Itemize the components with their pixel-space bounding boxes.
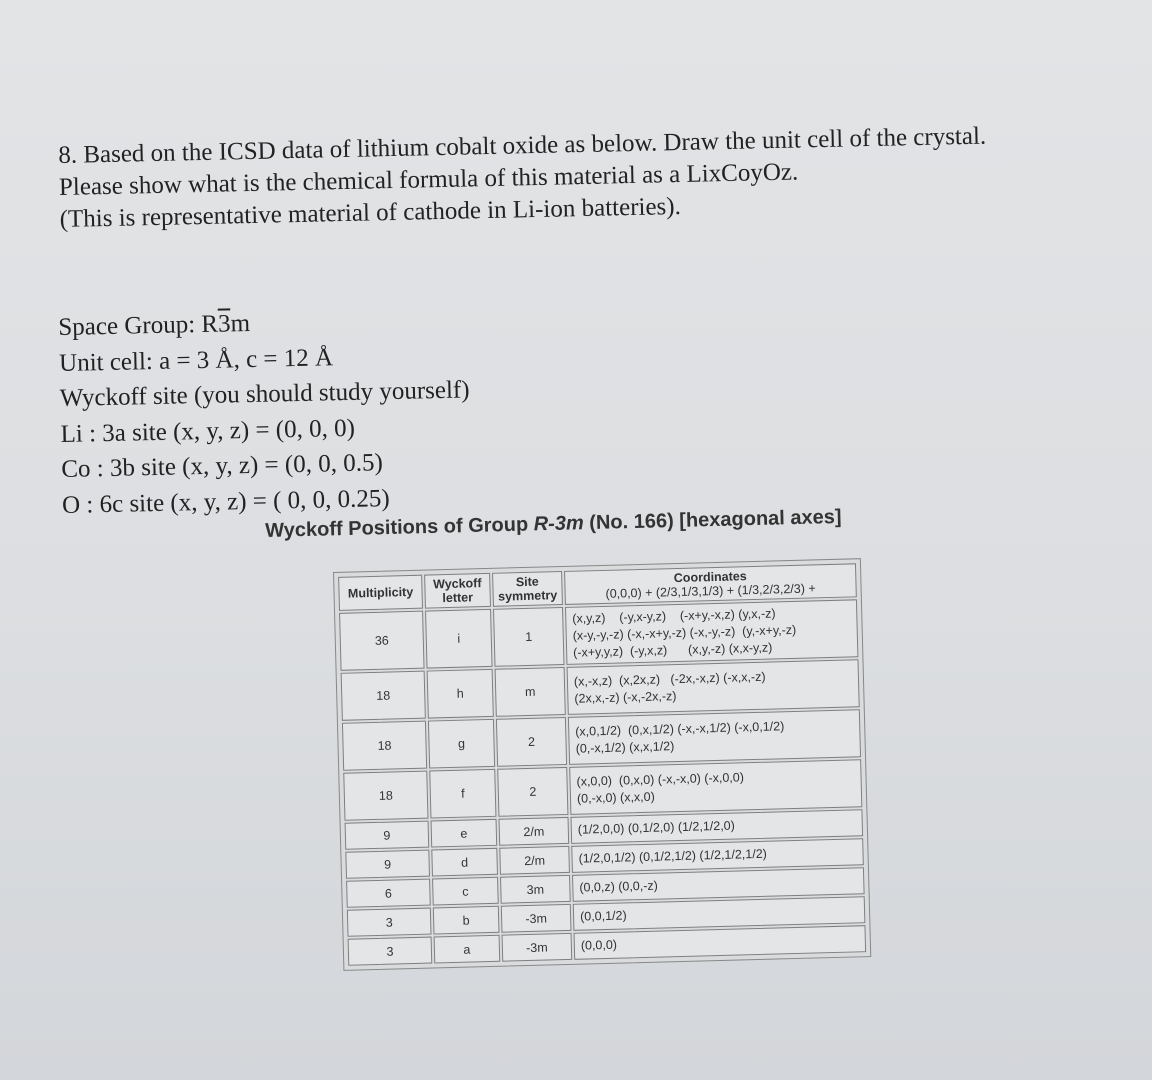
question-line-3: (This is representative material of cathode in Li-ion batteries). [59,192,682,233]
space-group: Space Group: R3m [58,309,251,341]
cell-letter: i [425,609,492,669]
given-data [58,301,472,523]
cell-coordinates: (x,-x,z) (x,2x,z) (-2x,-x,z) (-x,x,-z) (2x,x,-z) (-x,-2x,-z) [567,659,860,715]
unit-cell: Unit cell: a = 3 Å, c = 12 Å [58,343,334,377]
cell-symmetry: 1 [493,607,564,667]
header-multiplicity: Multiplicity [338,575,423,611]
header-site-symmetry: Site symmetry [492,571,563,607]
cell-multiplicity: 36 [339,611,424,671]
header-wyckoff-letter: Wyckoff letter [424,573,491,609]
cell-multiplicity: 6 [346,879,431,908]
o-site: O : 6c site (x, y, z) = ( 0, 0, 0.25) [61,484,390,519]
cell-multiplicity: 9 [345,821,430,850]
cell-coordinates: (x,y,z) (-y,x-y,z) (-x+y,-x,z) (y,x,-z) (x-y,-y,-z) (-x,-x+y,-z) (-x,-y,-z) (y,-x+y,-z) (-x+y,y,z) (-y,x,z) (x,y,-z) (x,x-y,z) [565,599,858,665]
cell-symmetry: 2/m [499,846,570,875]
cell-symmetry: 2 [496,717,567,767]
wyckoff-table [336,561,868,968]
cell-letter: a [434,935,501,964]
co-site: Co : 3b site (x, y, z) = (0, 0, 0.5) [61,449,384,483]
cell-symmetry: m [495,667,566,717]
coordinates-subtitle: (0,0,0) + (2/3,1/3,1/3) + (1/3,2/3,2/3) + [605,581,816,601]
cell-multiplicity: 18 [343,771,428,821]
cell-coordinates: (x,0,1/2) (0,x,1/2) (-x,-x,1/2) (-x,0,1/2) (0,-x,1/2) (x,x,1/2) [568,709,861,765]
cell-letter: b [433,906,500,935]
cell-coordinates: (1/2,0,0) (0,1/2,0) (1/2,1/2,0) [570,809,863,844]
table-row [339,599,858,671]
cell-letter: c [432,877,499,906]
cell-coordinates: (x,0,0) (0,x,0) (-x,-x,0) (-x,0,0) (0,-x,0) (x,x,0) [569,759,862,815]
cell-symmetry: 3m [500,875,571,904]
question-line-2: Please show what is the chemical formula of this material as a LixCoyOz. [58,158,799,201]
cell-multiplicity: 18 [341,671,426,721]
header-coordinates [564,563,857,605]
cell-coordinates: (1/2,0,1/2) (0,1/2,1/2) (1/2,1/2,1/2) [571,838,864,873]
cell-coordinates: (0,0,1/2) [573,896,866,931]
cell-coordinates: (0,0,0) [574,925,867,960]
cell-multiplicity: 18 [342,721,427,771]
question-line-1: 8. Based on the ICSD data of lithium cobalt oxide as below. Draw the unit cell of the crystal. [58,122,987,169]
cell-multiplicity: 9 [345,850,430,879]
wyckoff-table-title: Wyckoff Positions of Group R-3m (No. 166) [hexagonal axes] [265,505,842,542]
wyckoff-table-frame [333,558,871,971]
cell-symmetry: -3m [501,904,572,933]
cell-multiplicity: 3 [348,937,433,966]
li-site: Li : 3a site (x, y, z) = (0, 0, 0) [60,414,356,448]
cell-symmetry: -3m [502,933,573,962]
cell-letter: h [427,669,494,719]
cell-letter: d [431,848,498,877]
cell-symmetry: 2/m [499,817,570,846]
cell-coordinates: (0,0,z) (0,0,-z) [572,867,865,902]
cell-letter: g [428,719,495,769]
cell-multiplicity: 3 [347,908,432,937]
cell-symmetry: 2 [497,767,568,817]
coordinates-title: Coordinates [673,569,747,586]
question-text [58,118,1130,236]
cell-letter: f [429,769,496,819]
wyckoff-note: Wyckoff site (you should study yourself) [59,376,470,412]
cell-letter: e [431,819,498,848]
